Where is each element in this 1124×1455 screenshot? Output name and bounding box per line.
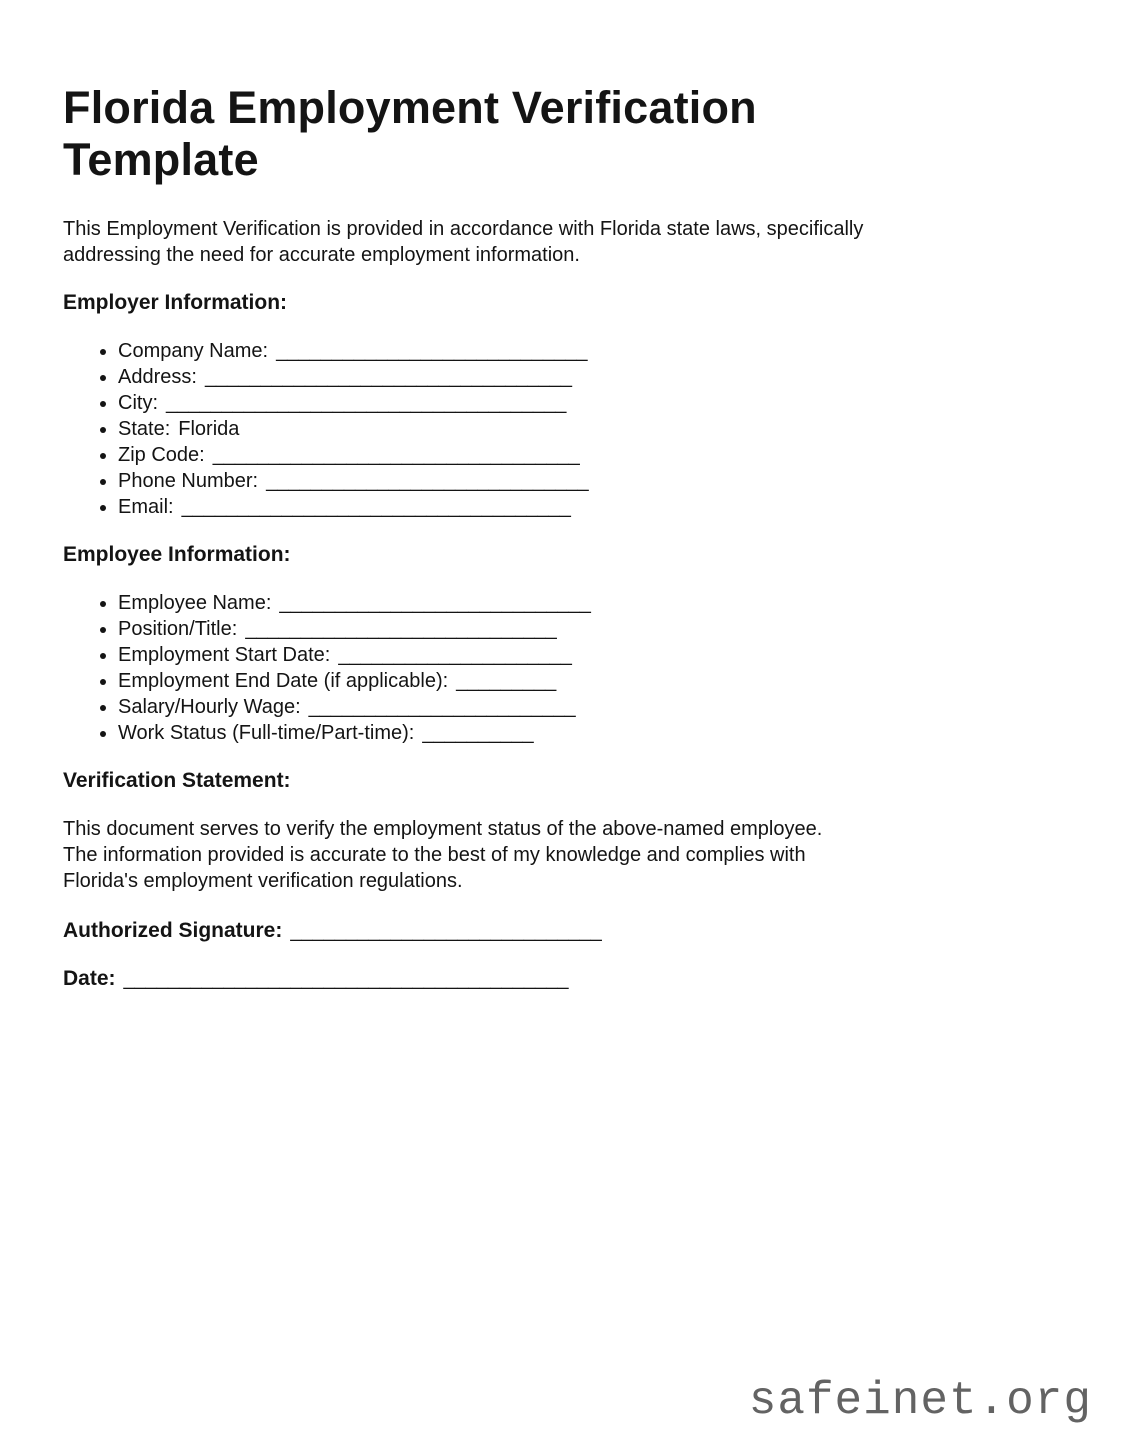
field-blank: __________ [422, 722, 534, 744]
list-item [118, 694, 1061, 720]
watermark-text: safeinet.org [748, 1375, 1092, 1427]
date-line [63, 966, 1061, 992]
field-label: Company Name: [118, 340, 269, 362]
field-label: Work Status (Full-time/Part-time): [118, 722, 415, 744]
field-label: City: [118, 392, 158, 414]
list-item [118, 442, 1061, 468]
field-label: Position/Title: [118, 618, 238, 640]
list-item [118, 668, 1061, 694]
field-blank: ________________________ [308, 696, 576, 718]
page-title: Florida Employment Verification Template [63, 82, 757, 185]
date-label: Date: [63, 967, 116, 990]
employee-section-heading: Employee Information: [63, 543, 291, 566]
field-label: Employment Start Date: [118, 644, 331, 666]
list-item [118, 720, 1061, 746]
intro-paragraph: This Employment Verification is provided in accordance with Florida state laws, specifically addressing the need for accurate employment information. [63, 218, 864, 266]
verification-statement: This document serves to verify the employment status of the above-named employee. The information provided is accurate to the best of my knowledge and complies with Florida's employment verification regulations. [63, 818, 823, 892]
field-label: Email: [118, 496, 174, 518]
field-label: Phone Number: [118, 470, 259, 492]
list-item [118, 338, 1061, 364]
authorized-signature-line [63, 918, 1061, 944]
field-blank: ____________________________ [276, 340, 588, 362]
field-blank: _____________________________ [266, 470, 589, 492]
employer-field-list [63, 338, 1061, 520]
list-item [118, 364, 1061, 390]
field-label: State: [118, 418, 171, 440]
field-value: Florida [178, 418, 240, 440]
field-blank: ____________________________ [245, 618, 557, 640]
list-item [118, 416, 1061, 442]
field-blank: _________________________________ [204, 366, 572, 388]
field-label: Salary/Hourly Wage: [118, 696, 301, 718]
field-label: Zip Code: [118, 444, 205, 466]
field-label: Employment End Date (if applicable): [118, 670, 449, 692]
field-label: Employee Name: [118, 592, 272, 614]
field-blank: _________________________________ [212, 444, 580, 466]
list-item [118, 390, 1061, 416]
employer-section-heading: Employer Information: [63, 291, 288, 314]
list-item [118, 468, 1061, 494]
field-label: Address: [118, 366, 197, 388]
employee-field-list [63, 590, 1061, 746]
list-item [118, 616, 1061, 642]
field-blank: _____________________ [338, 644, 572, 666]
field-blank: ____________________________________ [166, 392, 567, 414]
date-blank: ________________________________________ [123, 968, 569, 990]
verification-section-heading: Verification Statement: [63, 769, 291, 792]
list-item [118, 494, 1061, 520]
field-blank: ____________________________ [279, 592, 591, 614]
list-item [118, 642, 1061, 668]
list-item [118, 590, 1061, 616]
field-blank: ___________________________________ [181, 496, 571, 518]
signature-blank: ____________________________ [290, 920, 602, 942]
signature-label: Authorized Signature: [63, 919, 283, 942]
field-blank: _________ [456, 670, 557, 692]
